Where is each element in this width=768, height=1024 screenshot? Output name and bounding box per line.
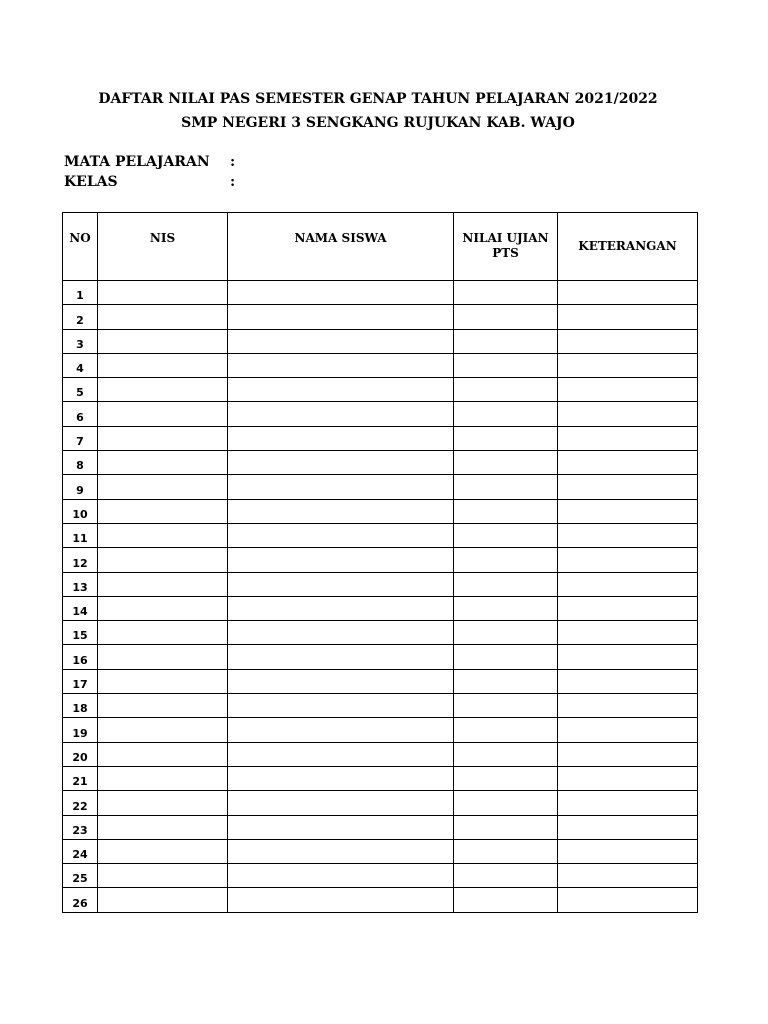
nama-siswa-cell <box>228 718 454 742</box>
nama-siswa-cell <box>228 864 454 888</box>
nis-cell <box>98 864 228 888</box>
nama-siswa-cell <box>228 402 454 426</box>
header-no: NO <box>63 213 98 281</box>
nama-siswa-cell <box>228 378 454 402</box>
row-number-cell: 17 <box>63 669 98 693</box>
keterangan-cell <box>558 305 698 329</box>
nama-siswa-cell <box>228 888 454 912</box>
table-row <box>63 791 698 815</box>
nilai-cell <box>454 499 558 523</box>
row-number-cell: 12 <box>63 548 98 572</box>
nis-cell <box>98 791 228 815</box>
row-number-cell: 9 <box>63 475 98 499</box>
nilai-cell <box>454 718 558 742</box>
keterangan-cell <box>558 451 698 475</box>
nis-cell <box>98 572 228 596</box>
nilai-cell <box>454 378 558 402</box>
nis-cell <box>98 621 228 645</box>
header-nilai-ujian-pts <box>454 213 558 281</box>
table-row <box>63 378 698 402</box>
nama-siswa-cell <box>228 281 454 305</box>
header-nis: NIS <box>98 213 228 281</box>
nilai-cell <box>454 548 558 572</box>
row-number-cell: 3 <box>63 329 98 353</box>
class-row <box>64 174 235 190</box>
keterangan-cell <box>558 694 698 718</box>
table-row <box>63 815 698 839</box>
table-row <box>63 888 698 912</box>
table-row <box>63 353 698 377</box>
keterangan-cell <box>558 742 698 766</box>
keterangan-cell <box>558 329 698 353</box>
keterangan-cell <box>558 621 698 645</box>
row-number-cell: 8 <box>63 451 98 475</box>
grade-table <box>62 212 698 913</box>
school-name: SMP NEGERI 3 SENGKANG RUJUKAN KAB. WAJO <box>181 115 575 131</box>
nama-siswa-cell <box>228 766 454 790</box>
table-row <box>63 329 698 353</box>
subject-colon: : <box>230 154 236 170</box>
nilai-cell <box>454 451 558 475</box>
row-number-cell: 22 <box>63 791 98 815</box>
keterangan-cell <box>558 572 698 596</box>
nis-cell <box>98 281 228 305</box>
table-row <box>63 669 698 693</box>
table-row <box>63 718 698 742</box>
nilai-cell <box>454 694 558 718</box>
header-nilai-line-1: NILAI UJIAN <box>462 231 549 245</box>
table-header-row <box>63 213 698 281</box>
header-nilai-line-2: PTS <box>492 246 519 260</box>
nilai-cell <box>454 645 558 669</box>
row-number-cell: 20 <box>63 742 98 766</box>
nilai-cell <box>454 596 558 620</box>
keterangan-cell <box>558 402 698 426</box>
nis-cell <box>98 694 228 718</box>
row-number-cell: 6 <box>63 402 98 426</box>
table-row <box>63 281 698 305</box>
nilai-cell <box>454 305 558 329</box>
nis-cell <box>98 669 228 693</box>
keterangan-cell <box>558 378 698 402</box>
keterangan-cell <box>558 499 698 523</box>
keterangan-cell <box>558 645 698 669</box>
row-number-cell: 26 <box>63 888 98 912</box>
nama-siswa-cell <box>228 669 454 693</box>
table-row <box>63 766 698 790</box>
nis-cell <box>98 742 228 766</box>
row-number-cell: 16 <box>63 645 98 669</box>
row-number-cell: 18 <box>63 694 98 718</box>
nama-siswa-cell <box>228 596 454 620</box>
row-number-cell: 24 <box>63 839 98 863</box>
table-row <box>63 596 698 620</box>
nama-siswa-cell <box>228 742 454 766</box>
table-row <box>63 402 698 426</box>
nama-siswa-cell <box>228 353 454 377</box>
nilai-cell <box>454 742 558 766</box>
header-keterangan: KETERANGAN <box>558 213 698 281</box>
nilai-cell <box>454 572 558 596</box>
nis-cell <box>98 523 228 547</box>
nama-siswa-cell <box>228 548 454 572</box>
row-number-cell: 2 <box>63 305 98 329</box>
nis-cell <box>98 548 228 572</box>
table-row <box>63 451 698 475</box>
nilai-cell <box>454 766 558 790</box>
subject-label: MATA PELAJARAN <box>64 154 210 170</box>
document-title: DAFTAR NILAI PAS SEMESTER GENAP TAHUN PELAJARAN 2021/2022 <box>98 91 658 107</box>
nama-siswa-cell <box>228 572 454 596</box>
row-number-cell: 14 <box>63 596 98 620</box>
row-number-cell: 25 <box>63 864 98 888</box>
nilai-cell <box>454 888 558 912</box>
keterangan-cell <box>558 815 698 839</box>
row-number-cell: 13 <box>63 572 98 596</box>
nilai-cell <box>454 791 558 815</box>
keterangan-cell <box>558 766 698 790</box>
nilai-cell <box>454 281 558 305</box>
table-row <box>63 839 698 863</box>
keterangan-cell <box>558 426 698 450</box>
nis-cell <box>98 815 228 839</box>
table-row <box>63 742 698 766</box>
nama-siswa-cell <box>228 451 454 475</box>
nilai-cell <box>454 621 558 645</box>
keterangan-cell <box>558 791 698 815</box>
row-number-cell: 4 <box>63 353 98 377</box>
nama-siswa-cell <box>228 791 454 815</box>
row-number-cell: 7 <box>63 426 98 450</box>
nis-cell <box>98 451 228 475</box>
nama-siswa-cell <box>228 305 454 329</box>
nilai-cell <box>454 475 558 499</box>
nis-cell <box>98 645 228 669</box>
row-number-cell: 21 <box>63 766 98 790</box>
keterangan-cell <box>558 548 698 572</box>
nilai-cell <box>454 426 558 450</box>
nis-cell <box>98 718 228 742</box>
nama-siswa-cell <box>228 329 454 353</box>
nis-cell <box>98 475 228 499</box>
nilai-cell <box>454 815 558 839</box>
nis-cell <box>98 426 228 450</box>
row-number-cell: 19 <box>63 718 98 742</box>
nilai-cell <box>454 329 558 353</box>
nama-siswa-cell <box>228 475 454 499</box>
row-number-cell: 10 <box>63 499 98 523</box>
nis-cell <box>98 888 228 912</box>
nama-siswa-cell <box>228 815 454 839</box>
table-row <box>63 621 698 645</box>
keterangan-cell <box>558 864 698 888</box>
row-number-cell: 15 <box>63 621 98 645</box>
keterangan-cell <box>558 718 698 742</box>
table-row <box>63 864 698 888</box>
table-row <box>63 305 698 329</box>
row-number-cell: 11 <box>63 523 98 547</box>
nama-siswa-cell <box>228 426 454 450</box>
keterangan-cell <box>558 281 698 305</box>
keterangan-cell <box>558 596 698 620</box>
table-row <box>63 645 698 669</box>
row-number-cell: 5 <box>63 378 98 402</box>
keterangan-cell <box>558 353 698 377</box>
table-row <box>63 523 698 547</box>
nis-cell <box>98 766 228 790</box>
class-colon: : <box>230 174 236 190</box>
table-row <box>63 426 698 450</box>
keterangan-cell <box>558 888 698 912</box>
nis-cell <box>98 378 228 402</box>
keterangan-cell <box>558 523 698 547</box>
keterangan-cell <box>558 475 698 499</box>
keterangan-cell <box>558 839 698 863</box>
class-label: KELAS <box>64 174 118 190</box>
nis-cell <box>98 596 228 620</box>
nis-cell <box>98 499 228 523</box>
nilai-cell <box>454 864 558 888</box>
row-number-cell: 23 <box>63 815 98 839</box>
nilai-cell <box>454 839 558 863</box>
nama-siswa-cell <box>228 499 454 523</box>
nama-siswa-cell <box>228 694 454 718</box>
table-row <box>63 475 698 499</box>
nis-cell <box>98 839 228 863</box>
nilai-cell <box>454 402 558 426</box>
header-nama-siswa: NAMA SISWA <box>228 213 454 281</box>
nilai-cell <box>454 353 558 377</box>
nilai-cell <box>454 669 558 693</box>
nis-cell <box>98 329 228 353</box>
table-row <box>63 694 698 718</box>
nama-siswa-cell <box>228 839 454 863</box>
nis-cell <box>98 353 228 377</box>
subject-row <box>64 154 235 170</box>
nama-siswa-cell <box>228 645 454 669</box>
nama-siswa-cell <box>228 621 454 645</box>
keterangan-cell <box>558 669 698 693</box>
nama-siswa-cell <box>228 523 454 547</box>
table-row <box>63 548 698 572</box>
nis-cell <box>98 402 228 426</box>
nis-cell <box>98 305 228 329</box>
table-row <box>63 499 698 523</box>
row-number-cell: 1 <box>63 281 98 305</box>
nilai-cell <box>454 523 558 547</box>
table-row <box>63 572 698 596</box>
